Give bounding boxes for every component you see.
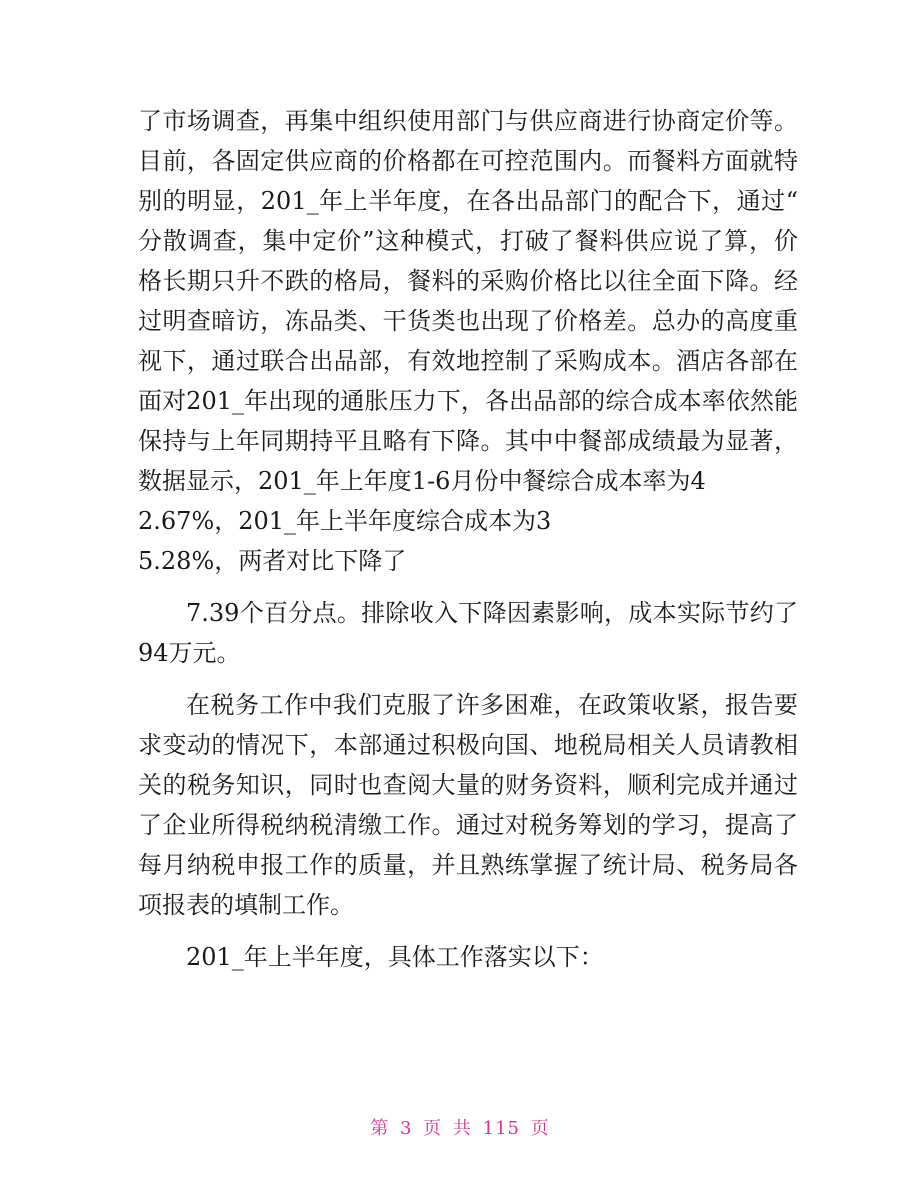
footer-suffix: 页 xyxy=(530,1118,550,1139)
text-line: 94万元。 xyxy=(138,639,241,667)
text-line: 格长期只升不跌的格局，餐料的采购价格比以往全面下降。经 xyxy=(138,267,798,295)
footer-prefix: 第 xyxy=(370,1118,390,1139)
footer-total-pages: 115 xyxy=(482,1118,520,1139)
text-line: 7.39个百分点。排除收入下降因素影响，成本实际节约了 xyxy=(186,599,798,627)
page-number-footer xyxy=(0,1114,920,1140)
text-line: 别的明显，201_年上半年度，在各出品部门的配合下，通过“ xyxy=(138,187,798,215)
text-line: 在税务工作中我们克服了许多困难，在政策收紧，报告要 xyxy=(186,691,798,719)
text-line: 5.28%，两者对比下降了 xyxy=(138,547,407,575)
text-line: 每月纳税申报工作的质量，并且熟练掌握了统计局、税务局各 xyxy=(138,851,798,879)
paragraph-3 xyxy=(138,688,798,922)
paragraph-1 xyxy=(138,104,798,578)
text-line: 关的税务知识，同时也查阅大量的财务资料，顺利完成并通过 xyxy=(138,771,798,799)
footer-current-page: 3 xyxy=(399,1118,413,1139)
footer-total-label: 共 xyxy=(452,1118,472,1139)
text-line: 保持与上年同期持平且略有下降。其中中餐部成绩最为显著， xyxy=(138,427,798,455)
footer-page-label: 页 xyxy=(423,1118,443,1139)
text-line: 求变动的情况下，本部通过积极向国、地税局相关人员请教相 xyxy=(138,731,798,759)
text-line: 视下，通过联合出品部，有效地控制了采购成本。酒店各部在 xyxy=(138,347,798,375)
text-line: 目前，各固定供应商的价格都在可控范围内。而餐料方面就特 xyxy=(138,147,798,175)
text-line: 项报表的填制工作。 xyxy=(138,891,354,919)
text-line: 面对201_年出现的通胀压力下，各出品部的综合成本率依然能 xyxy=(138,387,798,415)
text-line: 2.67%，201_年上半年度综合成本为3 xyxy=(138,507,552,535)
text-line: 过明查暗访，冻品类、干货类也出现了价格差。总办的高度重 xyxy=(138,307,798,335)
text-line: 分散调查，集中定价”这种模式，打破了餐料供应说了算，价 xyxy=(138,227,798,255)
text-line: 数据显示，201_年上年度1-6月份中餐综合成本率为4 xyxy=(138,467,706,495)
text-line: 了市场调查，再集中组织使用部门与供应商进行协商定价等。 xyxy=(138,107,798,135)
text-line: 了企业所得税纳税清缴工作。通过对税务筹划的学习，提高了 xyxy=(138,811,798,839)
paragraph-2 xyxy=(138,596,798,670)
paragraph-4 xyxy=(138,940,798,974)
text-line: 201_年上半年度，具体工作落实以下： xyxy=(186,943,604,971)
document-body xyxy=(138,104,798,980)
